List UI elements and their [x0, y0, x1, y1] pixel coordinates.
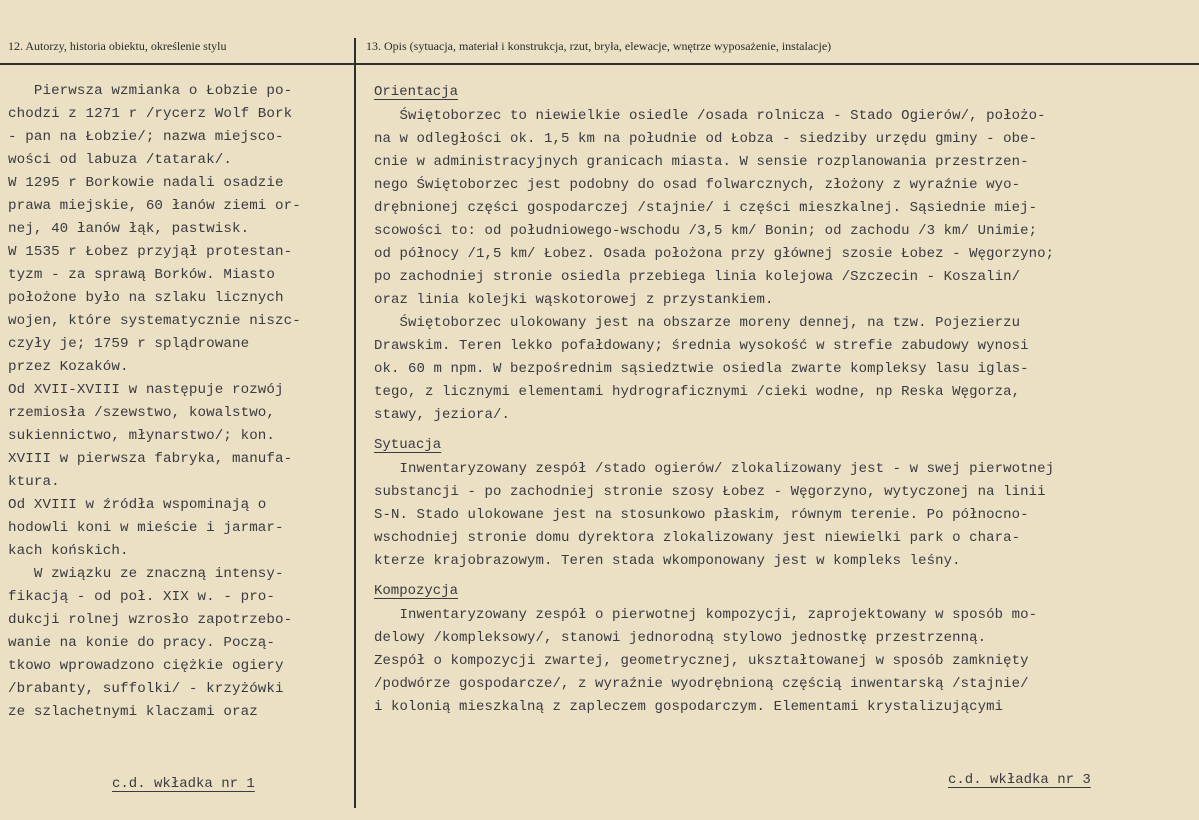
text-line: W 1535 r Łobez przyjął protestan-: [8, 244, 293, 260]
text-line: Drawskim. Teren lekko pofałdowany; średnia wysokość w strefie zabudowy wynosi: [374, 338, 1029, 354]
header-rule: [0, 63, 1199, 65]
text-line: od północy /1,5 km/ Łobez. Osada położona przy głównej szosie Łobez - Węgorzyno;: [374, 246, 1055, 262]
text-line: Inwentaryzowany zespół /stado ogierów/ zlokalizowany jest - w swej pierwotnej: [374, 461, 1055, 477]
text-line: i kolonią mieszkalną z zapleczem gospodarczym. Elementami krystalizującymi: [374, 699, 1004, 715]
text-line: położone było na szlaku licznych: [8, 290, 284, 306]
text-line: wanie na konie do pracy. Począ-: [8, 635, 276, 651]
text-line: wości od labuza /tatarak/.: [8, 152, 232, 168]
text-line: przez Kozaków.: [8, 359, 129, 375]
text-line: Świętoborzec to niewielkie osiedle /osada rolnicza - Stado Ogierów/, położo-: [374, 108, 1046, 124]
text-line: dukcji rolnej wzrosło zapotrzebo-: [8, 612, 293, 628]
text-line: kach końskich.: [8, 543, 129, 559]
text-line: Inwentaryzowany zespół o pierwotnej kompozycji, zaprojektowany w sposób mo-: [374, 607, 1038, 623]
text-line: tkowo wprowadzono ciężkie ogiery: [8, 658, 284, 674]
text-line: ktura.: [8, 474, 60, 490]
text-line: S-N. Stado ulokowane jest na stosunkowo płaskim, równym terenie. Po północno-: [374, 507, 1029, 523]
column-divider: [354, 38, 356, 808]
text-line: tyzm - za sprawą Borków. Miasto: [8, 267, 276, 283]
text-line: Od XVII-XVIII w następuje rozwój: [8, 382, 284, 398]
text-line: fikacją - od poł. XIX w. - pro-: [8, 589, 276, 605]
text-line: cnie w administracyjnych granicach miasta. W sensie rozplanowania przestrzen-: [374, 154, 1029, 170]
orientacja-text: [374, 105, 1194, 427]
text-line: delowy /kompleksowy/, stanowi jednorodną stylowo jednostkę przestrzenną.: [374, 630, 987, 646]
text-line: wschodniej stronie domu dyrektora zlokalizowany jest niewielki park o chara-: [374, 530, 1021, 546]
text-line: W 1295 r Borkowie nadali osadzie: [8, 175, 284, 191]
section-title-orientacja: Orientacja: [374, 84, 459, 100]
section-title-kompozycja: Kompozycja: [374, 583, 459, 599]
history-column: [8, 80, 352, 724]
text-line: substancji - po zachodniej stronie szosy Łobez - Węgorzyno, wytyczonej na linii: [374, 484, 1046, 500]
text-line: nego Świętoborzec jest podobny do osad folwarcznych, złożony z wyraźnie wyo-: [374, 177, 1021, 193]
text-line: ok. 60 m npm. W bezpośrednim sąsiedztwie osiedla zwarte kompleksy lasu iglas-: [374, 361, 1029, 377]
text-line: /brabanty, suffolki/ - krzyżówki: [8, 681, 284, 697]
text-line: ze szlachetnymi klaczami oraz: [8, 704, 258, 720]
text-line: wojen, które systematycznie niszc-: [8, 313, 301, 329]
sytuacja-text: [374, 458, 1194, 573]
text-line: stawy, jeziora/.: [374, 407, 511, 423]
text-line: /podwórze gospodarcze/, z wyraźnie wyodrębnioną częścią inwentarską /stajnie/: [374, 676, 1029, 692]
text-line: XVIII w pierwsza fabryka, manufa-: [8, 451, 293, 467]
text-line: czyły je; 1759 r splądrowane: [8, 336, 250, 352]
text-line: Pierwsza wzmianka o Łobzie po-: [8, 83, 293, 99]
text-line: Świętoborzec ulokowany jest na obszarze moreny dennej, na tzw. Pojezierzu: [374, 315, 1021, 331]
text-line: prawa miejskie, 60 łanów ziemi or-: [8, 198, 301, 214]
text-line: chodzi z 1271 r /rycerz Wolf Bork: [8, 106, 293, 122]
kompozycja-text: [374, 604, 1194, 719]
text-line: hodowli koni w mieście i jarmar-: [8, 520, 284, 536]
text-line: po zachodniej stronie osiedla przebiega linia kolejowa /Szczecin - Koszalin/: [374, 269, 1021, 285]
text-line: Od XVIII w źródła wspominają o: [8, 497, 267, 513]
text-line: nej, 40 łanów łąk, pastwisk.: [8, 221, 250, 237]
text-line: na w odległości ok. 1,5 km na południe od Łobza - siedziby urzędu gminy - obe-: [374, 131, 1038, 147]
text-line: Zespół o kompozycji zwartej, geometrycznej, ukształtowanej w sposób zamknięty: [374, 653, 1029, 669]
text-line: - pan na Łobzie/; nazwa miejsco-: [8, 129, 284, 145]
header-authors-history: 12. Autorzy, historia obiektu, określenie stylu: [8, 39, 227, 53]
text-line: kterze krajobrazowym. Teren stada wkomponowany jest w kompleks leśny.: [374, 553, 961, 569]
text-line: oraz linia kolejki wąskotorowej z przystankiem.: [374, 292, 774, 308]
header-description: 13. Opis (sytuacja, materiał i konstrukcja, rzut, bryła, elewacje, wnętrze wyposażenie, instalacje): [366, 39, 832, 53]
section-title-sytuacja: Sytuacja: [374, 437, 442, 453]
continuation-note-right: c.d. wkładka nr 3: [948, 772, 1091, 788]
text-line: sukiennictwo, młynarstwo/; kon.: [8, 428, 276, 444]
text-line: drębnionej części gospodarczej /stajnie/ i części mieszkalnej. Sąsiednie miej-: [374, 200, 1038, 216]
description-column: [374, 80, 1194, 719]
continuation-note-left: c.d. wkładka nr 1: [112, 776, 255, 792]
text-line: scowości to: od południowego-wschodu /3,5 km/ Bonin; od zachodu /3 km/ Unimie;: [374, 223, 1038, 239]
text-line: tego, z licznymi elementami hydrograficznymi /cieki wodne, np Reska Węgorza,: [374, 384, 1021, 400]
text-line: rzemiosła /szewstwo, kowalstwo,: [8, 405, 276, 421]
text-line: W związku ze znaczną intensy-: [8, 566, 284, 582]
